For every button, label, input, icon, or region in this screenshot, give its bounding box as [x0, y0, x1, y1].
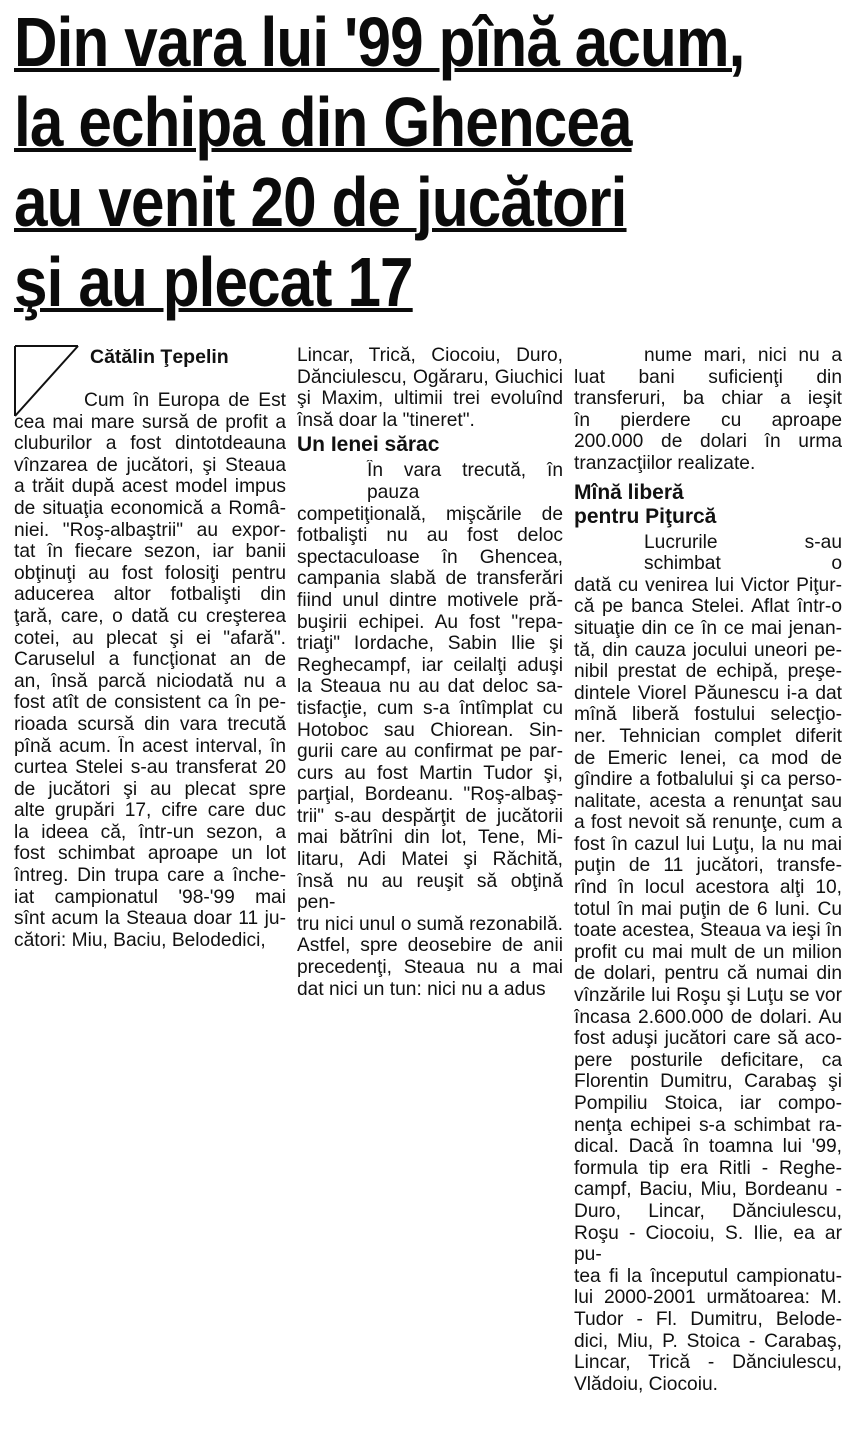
text-line: pere posturile deficitare, ca	[574, 1049, 842, 1071]
text-line: Vlădoiu, Ciocoiu.	[574, 1373, 718, 1395]
text-line: încasa 2.600.000 de dolari. Au	[574, 1006, 842, 1028]
text-line: de situaţia economică a Româ-	[14, 497, 286, 519]
text-line: a fost nevoit să renunţe, cum a	[574, 812, 842, 834]
text-line: Dănciulescu, Ogăraru, Giuchici	[297, 366, 563, 388]
text-line: tă, din cauza jocului uneori pe-	[574, 639, 842, 661]
text-line: Duro, Lincar, Dănciulescu,	[574, 1200, 842, 1222]
text-line: transferuri, ba chiar a ieşit	[574, 388, 842, 410]
headline	[14, 2, 844, 322]
text-line: cotei, au plecat şi ei "afară".	[14, 627, 286, 649]
text-line: litaru, Adi Matei şi Răchită,	[297, 849, 563, 871]
text-line: cători: Miu, Baciu, Belodedici,	[14, 929, 266, 951]
headline-line: şi au plecat 17	[14, 243, 413, 321]
text-line: nenţa echipei s-a schimbat ra-	[574, 1114, 842, 1136]
byline: Cătălin Ţepelin	[90, 346, 229, 368]
text-line: tea fi la începutul campionatu-	[574, 1265, 842, 1287]
text-line: Lincar, Trică, Ciocoiu, Duro,	[297, 345, 563, 366]
text-line: Florentin Dumitru, Carabaş şi	[574, 1071, 842, 1093]
text-line: tru nici unul o sumă rezonabilă.	[297, 913, 563, 935]
text-line: totul în mai puţin de 6 luni. Cu	[574, 898, 842, 920]
text-line: cea mai mare sursă de profit a	[14, 411, 286, 433]
text-line: a trăit după acest model impus	[14, 476, 286, 498]
text-line: nibil prestat de echipă, preşe-	[574, 661, 842, 683]
subhead-un-ienei-sarac: Un Ienei sărac	[297, 433, 440, 457]
column-2	[297, 345, 563, 1000]
text-line: Roşu - Ciocoiu, S. Ilie, ea ar pu-	[574, 1222, 842, 1266]
text-line: ţară, care, o dată cu creşterea	[14, 605, 286, 627]
text-line: dat nici un tun: nici nu a adus	[297, 978, 546, 1000]
subhead-line: Mînă liberă	[574, 480, 684, 504]
text-line: însă doar la "tineret".	[297, 409, 475, 431]
text-line: fost schimbat aproape un lot	[14, 843, 286, 865]
text-line: Reghecampf, iar ceilalţi aduşi	[297, 654, 563, 676]
text-line: la Steaua nu au dat deloc sa-	[297, 676, 563, 698]
text-line: curs au fost Martin Tudor şi,	[297, 762, 563, 784]
text-line: niei. "Roş-albaştrii" au expor-	[14, 519, 286, 541]
text-line: luat bani suficienţi din	[574, 366, 842, 388]
text-line: formula tip era Ritli - Reghe-	[574, 1157, 842, 1179]
column-3-intro	[574, 345, 842, 475]
text-line: întreg. Din trupa care a înche-	[14, 865, 286, 887]
text-line: însă nu au reuşit să obţină pen-	[297, 870, 563, 914]
text-line: 200.000 de dolari în urma	[574, 431, 842, 453]
text-line: nalitate, acesta a renunţat sau	[574, 790, 842, 812]
text-line: mînă liberă fostului selecţio-	[574, 704, 842, 726]
text-line: obţinuţi au fost folosiţi pentru	[14, 562, 286, 584]
text-line: Lucrurile s-au schimbat o	[644, 531, 842, 575]
text-line: iat campionatul '98-'99 mai	[14, 886, 286, 908]
column-2-intro	[297, 345, 563, 431]
text-line: mai bătrîni din lot, Tene, Mi-	[297, 827, 563, 849]
text-line: triaţi" Iordache, Sabin Ilie şi	[297, 633, 563, 655]
text-line: an, însă parcă niciodată nu a	[14, 670, 286, 692]
text-line: gurii care au confirmat pe par-	[297, 741, 563, 763]
text-line: fost în cazul lui Luţu, la nu mai	[574, 833, 842, 855]
headline-line: la echipa din Ghencea	[14, 83, 632, 161]
text-line: vînzările lui Roşu şi Luţu se vor	[574, 985, 842, 1007]
text-line: vînzarea de jucători, şi Steaua	[14, 454, 286, 476]
text-line: că pe banca Stelei. Aflat într-o	[574, 596, 842, 618]
text-line: toate acestea, Steaua va ieşi în	[574, 920, 842, 942]
text-line: parţial, Bordeanu. "Roş-albaş-	[297, 784, 563, 806]
text-line: ner. Tehnician complet diferit	[574, 725, 842, 747]
text-line: profit cu mai mult de un milion	[574, 941, 842, 963]
column-3	[574, 345, 842, 1395]
headline-line: Din vara lui '99 pînă acum,	[14, 3, 745, 81]
text-line: dical. Dacă în toamna lui '99,	[574, 1136, 842, 1158]
text-line: precedenţi, Steaua nu a mai	[297, 957, 563, 979]
subhead-mina-libera	[574, 481, 842, 529]
text-line: Pompiliu Stoica, iar compo-	[574, 1093, 842, 1114]
text-line: şi Maxim, ultimii trei evoluînd	[297, 388, 563, 410]
text-line: gîndire a fotbalului şi ca perso-	[574, 769, 842, 791]
column-2-body	[297, 460, 563, 1000]
text-line: competiţională, mişcările de	[297, 503, 563, 525]
text-line: dată cu venirea lui Victor Piţur-	[574, 574, 842, 596]
column-1	[14, 390, 286, 951]
subhead-line: pentru Piţurcă	[574, 504, 717, 528]
text-line: spectaculoase în Ghencea,	[297, 546, 563, 568]
text-line: fotbalişti nu au fost deloc	[297, 525, 563, 547]
text-line: dintele Viorel Păunescu i-a dat	[574, 682, 842, 704]
headline-line: au venit 20 de jucători	[14, 163, 627, 241]
text-line: tranzacţiilor realizate.	[574, 452, 756, 474]
text-line: pînă acum. În acest interval, în	[14, 735, 286, 757]
text-line: campania slabă de transferări	[297, 568, 563, 590]
text-line: nume mari, nici nu a	[644, 345, 842, 366]
text-line: situaţie din ce în ce mai jenan-	[574, 617, 842, 639]
text-line: dici, Miu, P. Stoica - Carabaş,	[574, 1330, 842, 1352]
text-line: rioada scursă din vara trecută	[14, 713, 286, 735]
text-line: Hotoboc sau Chiorean. Sin-	[297, 719, 563, 741]
text-line: de dolari, pentru că numai din	[574, 963, 842, 985]
text-line: tisfacţie, cum s-a întîmplat cu	[297, 697, 563, 719]
text-line: de jucători şi au plecat spre	[14, 778, 286, 800]
text-line: fost aduşi jucători care să aco-	[574, 1028, 842, 1050]
text-line: lui 2000-2001 următoarea: M.	[574, 1287, 842, 1309]
text-line: Tudor - Fl. Dumitru, Belode-	[574, 1308, 842, 1330]
text-line: puţin de 11 jucători, transfe-	[574, 855, 842, 877]
text-line: fiind unul dintre motivele pră-	[297, 589, 563, 611]
text-line: Astfel, spre deosebire de anii	[297, 935, 563, 957]
text-line: cluburilor a fost dintotdeauna	[14, 433, 286, 455]
column-1-text	[14, 390, 286, 951]
text-line: aducerea altor fotbalişti din	[14, 584, 286, 606]
text-line: de Emeric Ienei, ca mod de	[574, 747, 842, 769]
text-line: rînd în locul acestora alţi 10,	[574, 877, 842, 899]
text-line: la ideea că, într-un sezon, a	[14, 821, 286, 843]
text-line: sînt acum la Steaua doar 11 ju-	[14, 908, 286, 930]
text-line: Caruselul a funcţionat an de	[14, 649, 286, 671]
text-line: în pierdere cu aproape	[574, 409, 842, 431]
text-line: fost atît de consistent ca în pe-	[14, 692, 286, 714]
text-line: campf, Baciu, Miu, Bordeanu -	[574, 1179, 842, 1201]
text-line: buşirii echipei. Au fost "repa-	[297, 611, 563, 633]
column-3-body	[574, 532, 842, 1396]
text-line: În vara trecută, în pauza	[367, 460, 563, 503]
text-line: curtea Stelei s-au transferat 20	[14, 757, 286, 779]
text-line: Cum în Europa de Est	[84, 390, 286, 411]
text-line: tat în fiecare sezon, iar banii	[14, 541, 286, 563]
text-line: Lincar, Trică - Dănciulescu,	[574, 1352, 842, 1374]
text-line: trii" s-au despărţit de jucătorii	[297, 805, 563, 827]
text-line: alte grupări 17, cifre care duc	[14, 800, 286, 822]
